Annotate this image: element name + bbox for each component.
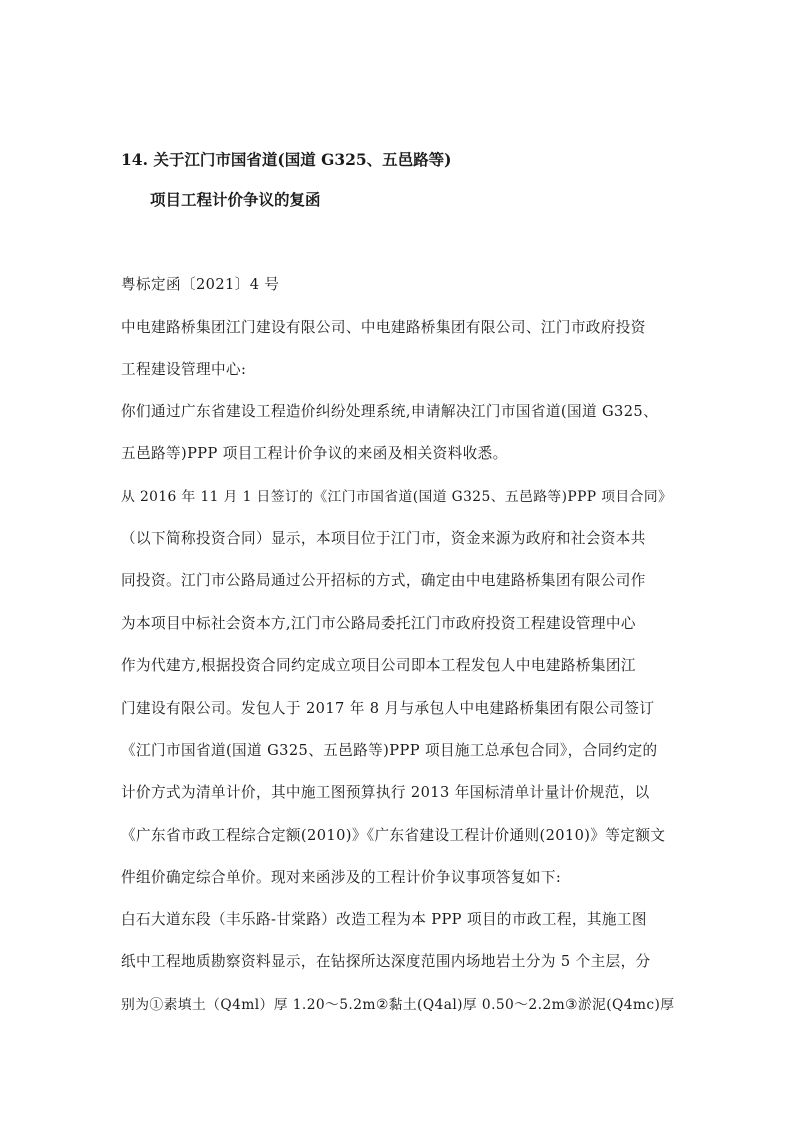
addressee-line: 工程建设管理中心: [121, 361, 247, 378]
body-line: 你们通过广东省建设工程造价纠纷处理系统,申请解决江门市国省道(国道 G325、 [121, 403, 659, 420]
body-line: 从 2016 年 11 月 1 日签订的《江门市国省道(国道 G325、五邑路等)PPP 项目合同》 [121, 489, 673, 505]
body-line: 门建设有限公司。发包人于 2017 年 8 月与承包人中电建路桥集团有限公司签订 [121, 700, 655, 717]
body-line: 白石大道东段（丰乐路-甘棠路）改造工程为本 PPP 项目的市政工程，其施工图 [121, 911, 647, 928]
body-line: 为本项目中标社会资本方,江门市公路局委托江门市政府投资工程建设管理中心 [121, 615, 636, 632]
body-line: 纸中工程地质勘察资料显示，在钻探所达深度范围内场地岩土分为 5 个主层，分 [121, 953, 651, 970]
reference-number: 粤标定函〔2021〕4 号 [121, 276, 280, 293]
body-line: 《广东省市政工程综合定额(2010)》《广东省建设工程计价通则(2010)》等定额文 [121, 827, 666, 844]
body-line: 《江门市国省道(国道 G325、五邑路等)PPP 项目施工总承包合同》，合同约定的 [121, 742, 658, 759]
body-line: 计价方式为清单计价，其中施工图预算执行 2013 年国标清单计量计价规范，以 [121, 784, 650, 801]
body-line: 作为代建方,根据投资合同约定成立项目公司即本工程发包人中电建路桥集团江 [121, 657, 636, 674]
body-line: 五邑路等)PPP 项目工程计价争议的来函及相关资料收悉。 [121, 445, 508, 462]
body-line: （以下简称投资合同）显示，本项目位于江门市，资金来源为政府和社会资本共 [121, 530, 646, 547]
document-subheading: 项目工程计价争议的复函 [150, 190, 321, 209]
body-line: 件组价确定综合单价。现对来函涉及的工程计价争议事项答复如下: [121, 869, 562, 886]
document-heading: 14. 关于江门市国省道(国道 G325、五邑路等) [121, 150, 452, 169]
addressee-line: 中电建路桥集团江门建设有限公司、中电建路桥集团有限公司、江门市政府投资 [121, 319, 646, 336]
body-line: 别为①素填土（Q4ml）厚 1.20～5.2m②黏土(Q4al)厚 0.50～2.2m③淤泥(Q4mc)厚 [121, 997, 675, 1013]
body-line: 同投资。江门市公路局通过公开招标的方式，确定由中电建路桥集团有限公司作 [121, 572, 646, 589]
